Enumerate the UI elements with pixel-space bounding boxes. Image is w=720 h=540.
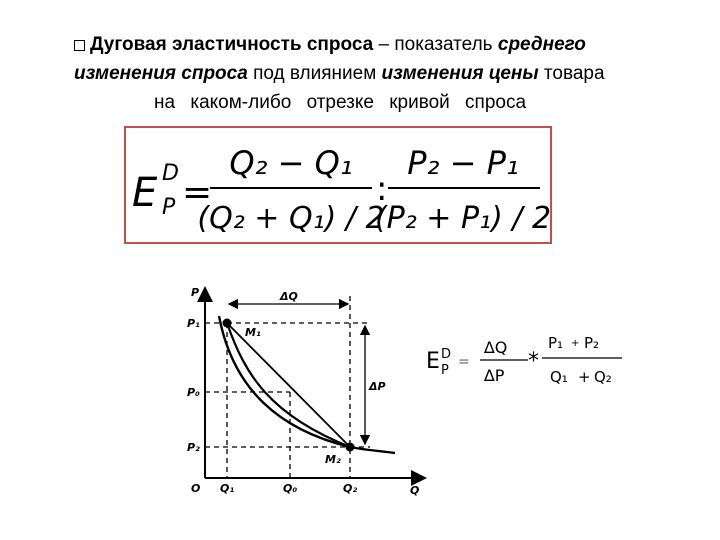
formula-sub-P: P <box>162 195 176 220</box>
label-m2: M₂ <box>325 453 341 466</box>
small-sup-D: D <box>441 347 452 362</box>
formula-divide: : <box>376 169 388 209</box>
point-m1 <box>223 319 232 328</box>
text-part1: показатель <box>394 34 498 55</box>
small-num2-b: P₂ <box>584 334 600 352</box>
small-num2-op: + <box>571 338 580 349</box>
definition-line3 <box>154 88 526 117</box>
text-italic2: изменения спроса <box>74 63 248 84</box>
label-p2: P₂ <box>187 441 200 454</box>
arc-elasticity-formula <box>124 126 552 244</box>
label-delta-q: ΔQ <box>280 290 298 303</box>
label-delta-p: ΔP <box>369 380 386 393</box>
label-q0: Q₀ <box>283 482 298 495</box>
formula-E: E <box>132 170 158 216</box>
small-num1: ∆Q <box>484 338 508 357</box>
demand-curve-graph <box>185 280 430 500</box>
bullet-icon <box>74 40 85 51</box>
point-elasticity-formula <box>420 330 640 400</box>
formula-num2: P₂ − P₁ <box>407 144 519 182</box>
chord-line <box>227 323 350 447</box>
dash: – <box>373 34 395 55</box>
small-times: * <box>528 349 539 374</box>
small-den1: ∆P <box>484 366 505 385</box>
small-sub-P: P <box>441 363 449 378</box>
label-axis-p: P <box>191 286 200 299</box>
term: Дуговая эластичность спроса <box>90 34 374 55</box>
text-part2: под влиянием <box>247 63 382 84</box>
text-italic1: среднего <box>497 34 586 55</box>
label-origin: O <box>191 482 201 495</box>
small-den2-a: Q₁ <box>550 368 568 386</box>
label-q2: Q₂ <box>343 482 358 495</box>
text-na: на <box>154 92 176 113</box>
small-num2-a: P₁ <box>548 334 564 352</box>
label-p1: P₁ <box>187 317 200 330</box>
text-otrezke: отрезке кривой спроса <box>306 92 527 113</box>
label-m1: M₁ <box>245 326 261 339</box>
small-E: E <box>426 349 440 374</box>
label-q1: Q₁ <box>220 482 235 495</box>
small-den2-b: Q₂ <box>594 368 612 386</box>
formula-equals: = <box>182 172 213 213</box>
label-axis-q: Q <box>410 484 420 497</box>
label-p0: P₀ <box>187 386 200 399</box>
formula-den2: (P₂ + P₁) / 2 <box>374 201 550 236</box>
formula-num1: Q₂ − Q₁ <box>229 144 353 182</box>
definition-text <box>74 30 674 88</box>
text-kakom: каком-либо <box>190 92 292 113</box>
text-part3: товара <box>538 63 605 84</box>
small-equals: = <box>458 354 470 370</box>
point-m2 <box>346 443 355 452</box>
formula-svg <box>126 128 550 242</box>
text-italic3: изменения цены <box>381 63 539 84</box>
small-den2-op: + <box>578 368 591 386</box>
formula-den1: (Q₂ + Q₁) / 2 <box>197 201 385 236</box>
formula-sup-D: D <box>162 161 179 186</box>
